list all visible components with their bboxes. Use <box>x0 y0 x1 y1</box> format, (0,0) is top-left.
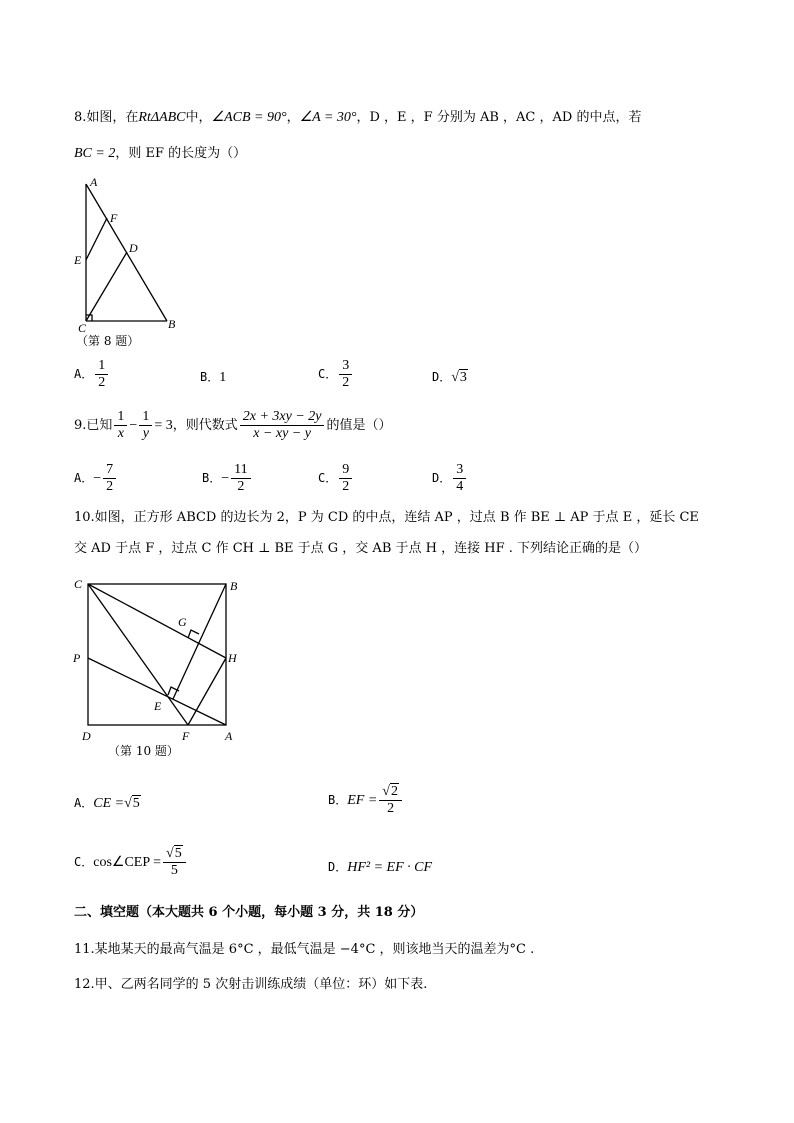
label-a: A <box>225 729 233 743</box>
q8-option-c: C． $\frac{3}{2}$ <box>318 358 354 391</box>
q8-stem-line1: 8.如图，在RtΔABC中，∠ACB = 90°，∠A = 30°，D ，E ，F 分别为 AB ，AC ，AD 的中点，若 <box>74 110 642 125</box>
label-c: C <box>78 321 87 335</box>
label-e: E <box>74 253 82 267</box>
q12-stem: 12.甲、乙两名同学的 5 次射击训练成绩（单位：环）如下表. <box>74 977 428 992</box>
segment-pa <box>88 658 226 725</box>
q10-stem-line2: 交 AD 于点 F ，过点 C 作 CH ⊥ BE 于点 G ，交 AB 于点 H ，连接 HF . 下列结论正确的是（） <box>74 541 647 556</box>
label-d: D <box>82 729 91 743</box>
q9-stem: 9.已知 $\frac{1}{x}$ − $\frac{1}{y}$ = 3，则代数式 $\frac{2x + 3xy - 2y}{x - xy - y}$ 的值是（） <box>74 409 392 441</box>
label-h: H <box>228 651 237 665</box>
label-b: B <box>230 579 238 593</box>
label-a: A <box>90 176 98 189</box>
q9-option-a: A．− $\frac{7}{2}$ <box>74 462 118 495</box>
angle-acb: ∠ACB = 90° <box>211 110 287 125</box>
bc-equation: BC = 2 <box>74 146 116 161</box>
q10-figure-caption: （第 10 题） <box>108 744 179 758</box>
q10-figure <box>70 574 250 744</box>
q9-option-b: B．− $\frac{11}{2}$ <box>202 462 253 495</box>
q10-stem-line1: 10.如图，正方形 ABCD 的边长为 2，P 为 CD 的中点，连结 AP ，过点 B 作 BE ⊥ AP 于点 E ，延长 CE <box>74 510 699 525</box>
q8-option-b: B．1 <box>200 370 227 385</box>
segment-be <box>173 584 226 699</box>
q10-option-c: C．cos∠CEP = $\frac{√5}{5}$ <box>74 846 188 879</box>
q10-option-d: D．HF² = EF · CF <box>328 860 433 875</box>
angle-a: ∠A = 30° <box>299 110 357 125</box>
segment-cd <box>86 252 127 321</box>
q10-option-b: B．EF = $\frac{√2}{2}$ <box>328 784 404 817</box>
q8-option-d: D．√3 <box>432 370 467 385</box>
segment-cf <box>88 584 188 725</box>
label-g: G <box>178 615 187 629</box>
q11-stem: 11.某地某天的最高气温是 6°C ，最低气温是 −4°C ，则该地当天的温差为°C . <box>74 942 535 957</box>
label-f: F <box>182 729 190 743</box>
right-angle-mark-g <box>188 630 199 638</box>
q9-option-c: C． $\frac{9}{2}$ <box>318 462 354 495</box>
label-b: B <box>168 317 176 331</box>
label-p: P <box>73 651 81 665</box>
segment-ch <box>88 584 226 658</box>
rt-triangle-symbol: RtΔABC <box>138 110 186 125</box>
segment-ef <box>86 218 107 260</box>
label-d: D <box>129 241 138 255</box>
q8-option-a: A． $\frac{1}{2}$ <box>74 358 110 391</box>
q8-stem-line2: BC = 2，则 EF 的长度为（） <box>74 146 247 161</box>
q8-figure-caption: （第 8 题） <box>76 334 140 348</box>
q9-option-d: D． $\frac{3}{4}$ <box>432 462 468 495</box>
label-e: E <box>154 699 162 713</box>
q8-figure <box>70 176 190 336</box>
q10-option-a: A．CE =√5 <box>74 796 140 811</box>
q9-expression: $\frac{2x + 3xy - 2y}{x - xy - y}$ <box>240 409 325 442</box>
segment-hf <box>188 658 226 725</box>
label-f: F <box>110 211 118 225</box>
section-heading-fill-in: 二、填空题（本大题共 6 个小题，每小题 3 分，共 18 分） <box>74 905 424 920</box>
label-c: C <box>74 577 83 591</box>
